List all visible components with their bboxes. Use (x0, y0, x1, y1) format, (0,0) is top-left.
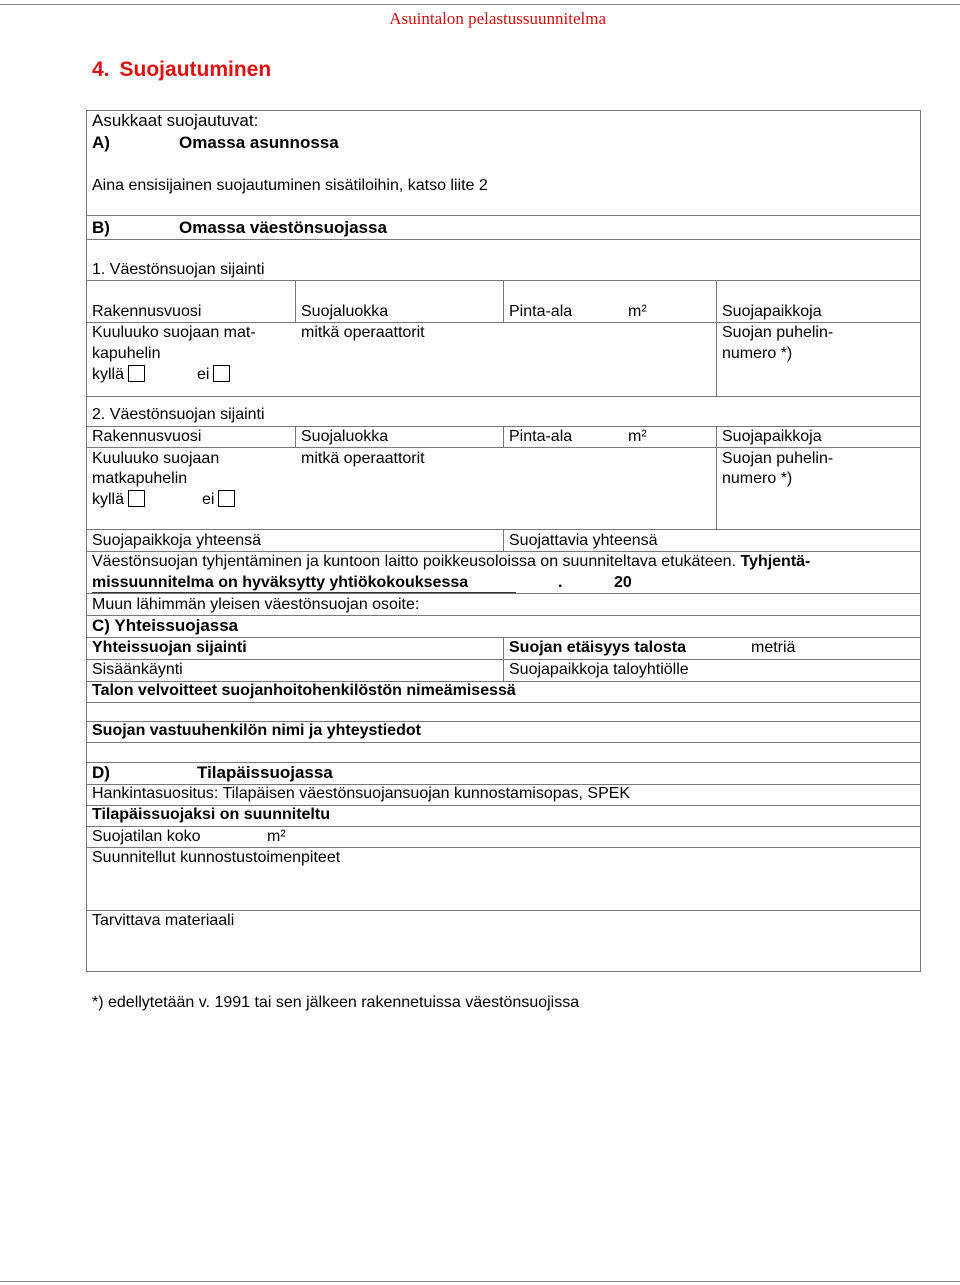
column-divider (716, 427, 717, 529)
column-divider (503, 281, 504, 323)
d-letter: D) (92, 763, 110, 782)
shelter2-phone-number-label: Suojan puhelin- (722, 450, 834, 467)
shelter2-class-label: Suojaluokka (301, 428, 389, 445)
d-title: Tilapäissuojassa (197, 763, 333, 782)
shelter2-yes-option (92, 490, 145, 510)
shelter1-year-label: Rakennusvuosi (92, 303, 202, 320)
shelter1-no-option (197, 365, 230, 385)
shelter1-area-unit: m² (628, 303, 647, 320)
yes-label: kyllä (92, 491, 125, 508)
c-distance-label: Suojan etäisyys talosta (509, 639, 686, 656)
column-divider (295, 427, 296, 448)
c-location-label: Yhteissuojan sijainti (92, 639, 247, 656)
c-title: C) Yhteissuojassa (92, 616, 239, 635)
shelter-form (86, 110, 921, 972)
shelter2-operators-label: mitkä operaattorit (301, 450, 425, 467)
a-letter: A) (92, 133, 110, 152)
shelter2-phone-question-cont: matkapuhelin (92, 470, 188, 487)
shelter1-phone-question: Kuuluuko suojaan mat- (92, 324, 256, 341)
a-intro: Asukkaat suojautuvat: (92, 111, 259, 130)
divider (87, 826, 920, 827)
divider (87, 239, 920, 240)
yes-label: kyllä (92, 366, 125, 383)
a-note: Aina ensisijainen suojautuminen sisätiloihin, katso liite 2 (92, 177, 488, 194)
shelter2-title: 2. Väestönsuojan sijainti (92, 406, 265, 423)
shelter2-area-label: Pinta-ala (509, 428, 573, 445)
no-label: ei (202, 491, 215, 508)
emptying-text-bold: Tyhjentä- (740, 553, 811, 570)
shelter2-year-label: Rakennusvuosi (92, 428, 202, 445)
c-obligations-label: Talon velvoitteet suojanhoitohenkilöstön nimeämisessä (92, 682, 516, 699)
shelter1-class-label: Suojaluokka (301, 303, 389, 320)
column-divider (716, 281, 717, 396)
shelter2-no-option (202, 490, 235, 510)
shelter1-phone-question-cont: kapuhelin (92, 345, 161, 362)
shelter1-places-label: Suojapaikkoja (722, 303, 822, 320)
emptying-approval-dot: . (558, 574, 563, 591)
running-header: Asuintalon pelastussuunnitelma (389, 9, 606, 28)
shelter1-area-label: Pinta-ala (509, 303, 573, 320)
d-size-unit: m² (267, 828, 286, 845)
a-title: Omassa asunnossa (179, 133, 339, 152)
section-title-text: Suojautuminen (119, 58, 272, 81)
shelter2-area-unit: m² (628, 428, 647, 445)
divider (87, 659, 920, 660)
d-recommendation: Hankintasuositus: Tilapäisen väestönsuojansuojan kunnostamisopas, SPEK (92, 785, 631, 802)
column-divider (295, 281, 296, 323)
no-label: ei (197, 366, 210, 383)
section-number: 4. (92, 58, 110, 81)
emptying-approval: missuunnitelma on hyväksytty yhtiökokouksessa (92, 574, 469, 591)
shelter1-yes-option (92, 365, 145, 385)
total-protected-label: Suojattavia yhteensä (509, 532, 658, 549)
emptying-approval-year: 20 (614, 574, 632, 591)
yes-checkbox[interactable] (128, 490, 145, 507)
c-entrance-label: Sisäänkäynti (92, 661, 183, 678)
nearest-shelter-label: Muun lähimmän yleisen väestönsuojan osoite: (92, 596, 420, 613)
shelter1-phone-number-label-cont: numero *) (722, 345, 793, 362)
no-checkbox[interactable] (213, 365, 230, 382)
divider (87, 742, 920, 743)
footnote: *) edellytetään v. 1991 tai sen jälkeen rakennetuissa väestönsuojissa (92, 994, 580, 1011)
d-size-label: Suojatilan koko (92, 828, 201, 845)
d-planned-label: Tilapäissuojaksi on suunniteltu (92, 806, 330, 823)
column-divider (503, 530, 504, 551)
c-distance-unit: metriä (751, 639, 796, 656)
c-places-label: Suojapaikkoja taloyhtiölle (509, 661, 689, 678)
divider (87, 215, 920, 216)
divider (87, 396, 920, 397)
shelter1-phone-number-label: Suojan puhelin- (722, 324, 834, 341)
b-letter: B) (92, 218, 110, 237)
d-measures-label: Suunnitellut kunnostustoimenpiteet (92, 849, 341, 866)
divider (87, 593, 920, 594)
shelter1-operators-label: mitkä operaattorit (301, 324, 425, 341)
emptying-text (92, 552, 810, 572)
total-places-label: Suojapaikkoja yhteensä (92, 532, 262, 549)
yes-checkbox[interactable] (128, 365, 145, 382)
d-material-label: Tarvittava materiaali (92, 912, 235, 929)
no-checkbox[interactable] (218, 490, 235, 507)
section-title (92, 58, 271, 82)
shelter2-phone-question: Kuuluuko suojaan (92, 450, 220, 467)
shelter2-places-label: Suojapaikkoja (722, 428, 822, 445)
shelter2-phone-number-label-cont: numero *) (722, 470, 793, 487)
shelter1-title: 1. Väestönsuojan sijainti (92, 261, 265, 278)
emptying-text-start: Väestönsuojan tyhjentäminen ja kuntoon laitto poikkeusoloissa on suunniteltava etukäteen. (92, 553, 736, 570)
divider (87, 702, 920, 703)
column-divider (503, 427, 504, 448)
c-responsible-label: Suojan vastuuhenkilön nimi ja yhteystiedot (92, 722, 421, 739)
bottom-rule (0, 1281, 960, 1282)
top-rule (0, 4, 960, 5)
b-title: Omassa väestönsuojassa (179, 218, 387, 237)
